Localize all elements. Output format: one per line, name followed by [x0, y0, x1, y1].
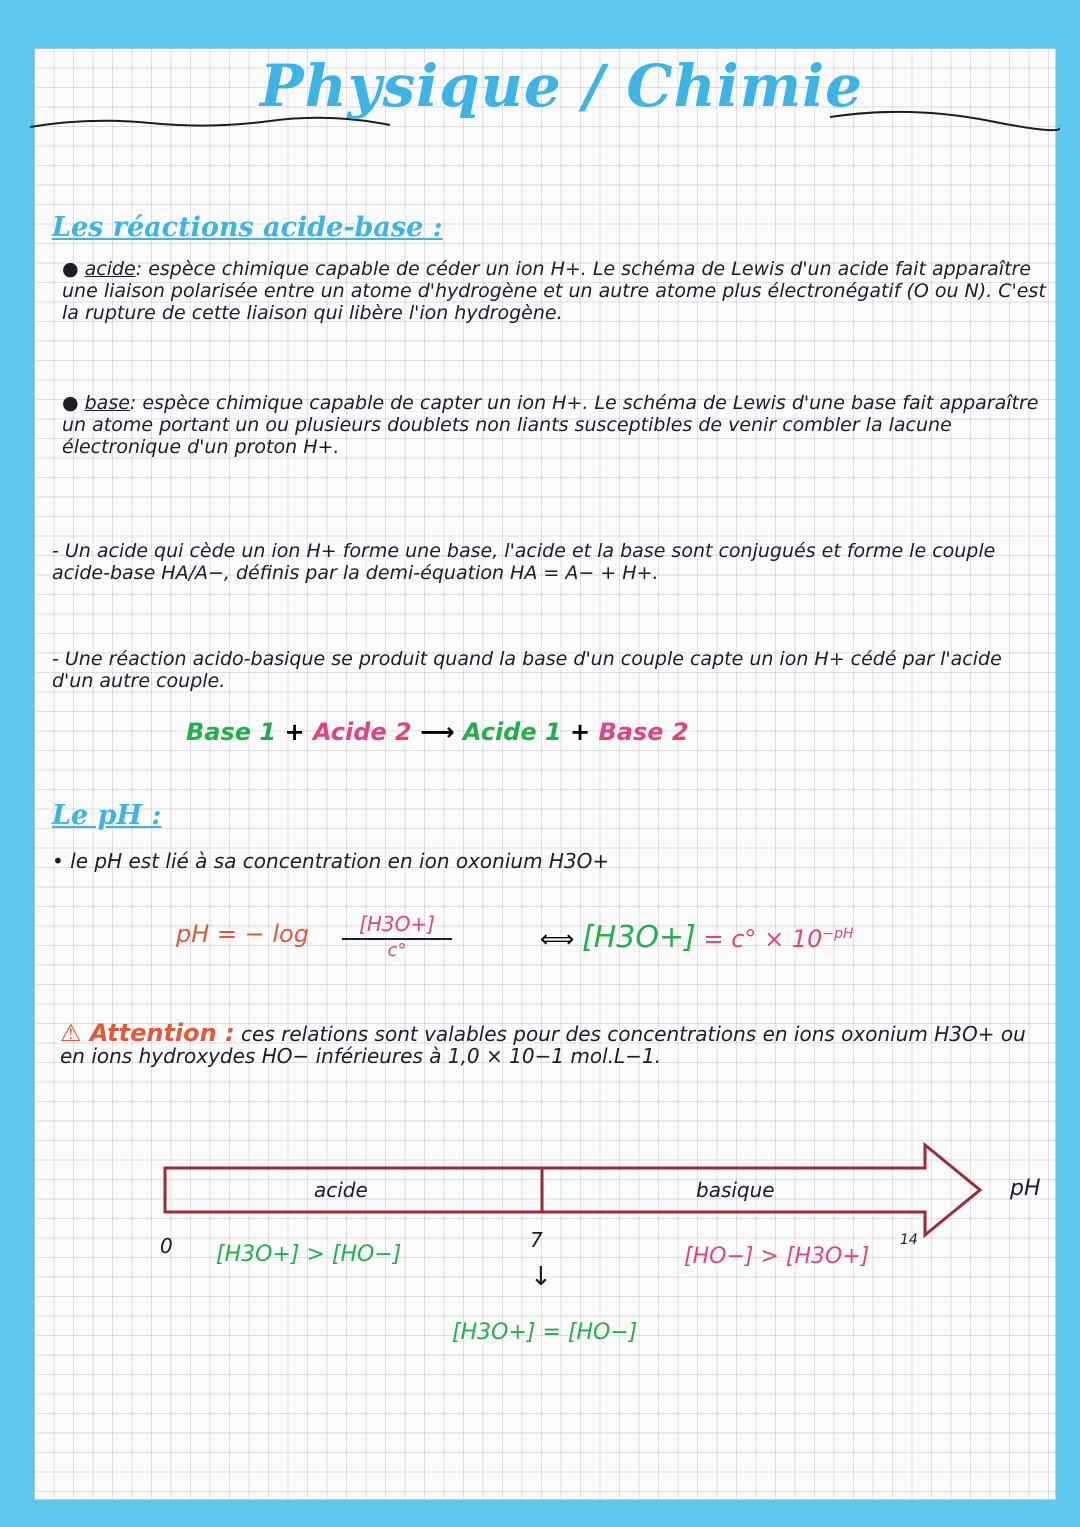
scale-acide-label: acide: [314, 1178, 368, 1202]
formula-right-rest: = c° × 10: [703, 925, 823, 953]
reaction-equation: [186, 718, 689, 746]
bullet-acid-base-reaction: - Une réaction acido-basique se produit quand la base d'un couple capte un ion H+ cédé par l'acide d'un autre couple.: [52, 648, 1002, 692]
scale-basique-label: basique: [696, 1178, 775, 1202]
ph-formula-text: pH = − log: [176, 920, 309, 948]
ph-fraction-num: [H3O+]: [342, 912, 452, 940]
bullet-dot: ●: [62, 392, 85, 414]
definition-acide: [62, 258, 1052, 324]
acid-relation-text: [H3O+] > [HO−]: [216, 1242, 402, 1267]
attention-label: ⚠ Attention :: [60, 1019, 235, 1047]
definition-base: [62, 392, 1052, 458]
neutral-down-arrow: ↓: [530, 1262, 552, 1292]
basic-relation: [684, 1244, 869, 1269]
attention-text: ces relations sont valables pour des concentrations en ions oxonium H3O+ ou en ions hydroxydes HO− inférieures à 1,0 × 10−1 mol.L−1.: [60, 1022, 1026, 1068]
ph-formula-right: [540, 920, 854, 955]
basic-relation-text: [HO−] > [H3O+]: [684, 1244, 870, 1269]
oxonium-bracket: [H3O+]: [582, 920, 696, 955]
label-base: base: [84, 392, 130, 414]
reaction-base1: Base 1: [186, 718, 277, 746]
section-heading-acid-base: Les réactions acide-base :: [52, 212, 443, 243]
ph-fraction: [342, 912, 452, 961]
acid-relation: [216, 1242, 401, 1267]
ph-formula-left: [176, 920, 309, 948]
scale-zero: 0: [160, 1234, 173, 1258]
reaction-acide2: Acide 2: [312, 718, 412, 746]
reaction-base2: Base 2: [598, 718, 689, 746]
attention-note: [60, 1019, 1040, 1068]
page-title: Physique / Chimie: [260, 52, 864, 120]
section-heading-ph: Le pH :: [52, 800, 162, 831]
neutral-relation: [452, 1320, 637, 1345]
ph-scale-arrow: [150, 1140, 990, 1240]
ph-fraction-den: c°: [387, 940, 407, 961]
scale-seven: 7: [530, 1228, 543, 1252]
text-acide: : espèce chimique capable de céder un ion H+. Le schéma de Lewis d'un acide fait apparaître une liaison polarisée entre un atome d'hydrogène et un autre atome plus électronégatif (O ou N). C'est la rupture de cette liaison qui libère l'ion hydrogène.: [62, 258, 1046, 324]
reaction-plus1: +: [284, 718, 305, 746]
reaction-acide1: Acide 1: [462, 718, 562, 746]
equivalence-symbol: ⟺: [540, 925, 575, 953]
bullet-conjugate-pair: - Un acide qui cède un ion H+ forme une base, l'acide et la base sont conjugués et forme le couple acide-base HA/A−, définis par la demi-équation HA = A− + H+.: [52, 540, 996, 584]
ph-intro: • le pH est lié à sa concentration en ion oxonium H3O+: [52, 849, 610, 873]
neutral-relation-text: [H3O+] = [HO−]: [452, 1320, 638, 1345]
formula-right-exponent: −pH: [822, 926, 854, 942]
bullet-dot: ●: [62, 258, 85, 280]
text-base: : espèce chimique capable de capter un ion H+. Le schéma de Lewis d'une base fait apparaître un atome portant un ou plusieurs doublets non liants susceptibles de venir combler la lacune électronique d'un proton H+.: [62, 392, 1039, 458]
reaction-arrow: ⟶: [420, 718, 455, 746]
scale-fourteen: 14: [900, 1232, 918, 1248]
reaction-plus2: +: [570, 718, 591, 746]
scale-axis-label: pH: [1010, 1176, 1041, 1201]
label-acide: acide: [84, 258, 136, 280]
